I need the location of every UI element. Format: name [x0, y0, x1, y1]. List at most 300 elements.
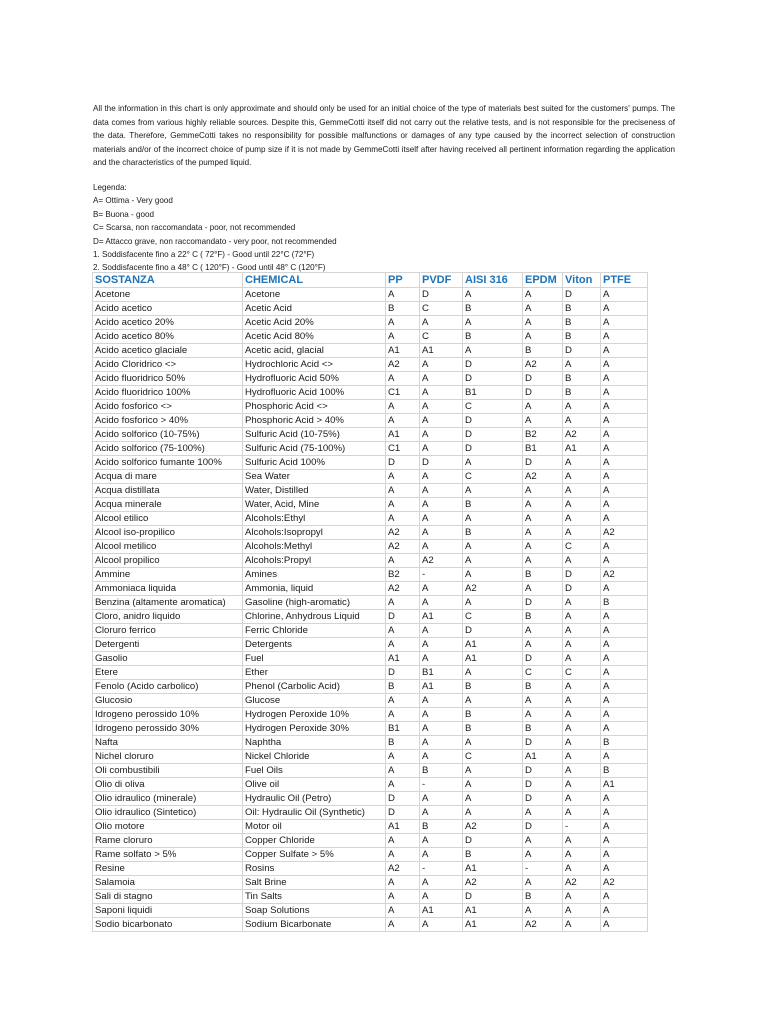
pp-cell: A: [386, 596, 420, 610]
aisi-316-cell: B1: [463, 386, 523, 400]
pp-cell: A2: [386, 862, 420, 876]
table-row: [93, 358, 648, 372]
viton-cell: A: [563, 610, 601, 624]
viton-cell: B: [563, 330, 601, 344]
chemical-cell: Nickel Chloride: [243, 750, 386, 764]
epdm-cell: A2: [523, 358, 563, 372]
pp-cell: D: [386, 806, 420, 820]
ptfe-cell: A: [601, 498, 648, 512]
table-row: [93, 862, 648, 876]
ptfe-cell: A: [601, 512, 648, 526]
ptfe-cell: A1: [601, 778, 648, 792]
pp-cell: A: [386, 554, 420, 568]
ptfe-cell: A: [601, 288, 648, 302]
sostanza-cell: Nichel cloruro: [93, 750, 243, 764]
header-epdm: EPDM: [523, 273, 563, 288]
pp-cell: A2: [386, 582, 420, 596]
ptfe-cell: A: [601, 806, 648, 820]
pp-cell: D: [386, 792, 420, 806]
table-row: [93, 456, 648, 470]
pvdf-cell: A: [420, 498, 463, 512]
pvdf-cell: A: [420, 442, 463, 456]
chemical-cell: Salt Brine: [243, 876, 386, 890]
viton-cell: B: [563, 372, 601, 386]
aisi-316-cell: A: [463, 568, 523, 582]
pp-cell: A1: [386, 652, 420, 666]
sostanza-cell: Alcool propilico: [93, 554, 243, 568]
epdm-cell: B2: [523, 428, 563, 442]
epdm-cell: A: [523, 540, 563, 554]
chemical-cell: Hydrofluoric Acid 100%: [243, 386, 386, 400]
ptfe-cell: A: [601, 358, 648, 372]
epdm-cell: B: [523, 722, 563, 736]
table-row: [93, 372, 648, 386]
viton-cell: A: [563, 596, 601, 610]
chemical-cell: Phenol (Carbolic Acid): [243, 680, 386, 694]
pp-cell: D: [386, 456, 420, 470]
table-row: [93, 890, 648, 904]
epdm-cell: B: [523, 610, 563, 624]
ptfe-cell: A: [601, 442, 648, 456]
pp-cell: A2: [386, 540, 420, 554]
epdm-cell: A2: [523, 470, 563, 484]
viton-cell: A: [563, 694, 601, 708]
pp-cell: A: [386, 694, 420, 708]
ptfe-cell: A: [601, 820, 648, 834]
pp-cell: A: [386, 330, 420, 344]
ptfe-cell: A: [601, 400, 648, 414]
pp-cell: A1: [386, 820, 420, 834]
viton-cell: A: [563, 498, 601, 512]
legend-note-1: 1. Soddisfacente fino a 22° C ( 72°F) - Good until 22°C (72°F): [93, 250, 315, 260]
pvdf-cell: A: [420, 736, 463, 750]
aisi-316-cell: A: [463, 288, 523, 302]
aisi-316-cell: A: [463, 512, 523, 526]
aisi-316-cell: D: [463, 890, 523, 904]
pvdf-cell: A: [420, 848, 463, 862]
pvdf-cell: A: [420, 876, 463, 890]
legend-item-d: D= Attacco grave, non raccomandato - very poor, not recommended: [93, 236, 337, 246]
table-row: [93, 302, 648, 316]
pp-cell: A: [386, 638, 420, 652]
ptfe-cell: A: [601, 792, 648, 806]
pp-cell: A: [386, 512, 420, 526]
header-pp: PP: [386, 273, 420, 288]
ptfe-cell: A: [601, 638, 648, 652]
epdm-cell: B: [523, 890, 563, 904]
epdm-cell: A: [523, 302, 563, 316]
table-row: [93, 288, 648, 302]
pp-cell: A: [386, 764, 420, 778]
pvdf-cell: -: [420, 568, 463, 582]
sostanza-cell: Acido solforico fumante 100%: [93, 456, 243, 470]
pp-cell: A: [386, 400, 420, 414]
pvdf-cell: A2: [420, 554, 463, 568]
table-row: [93, 764, 648, 778]
viton-cell: A: [563, 722, 601, 736]
epdm-cell: B: [523, 568, 563, 582]
pp-cell: A: [386, 750, 420, 764]
viton-cell: D: [563, 568, 601, 582]
chemical-cell: Sulfuric Acid (10-75%): [243, 428, 386, 442]
pp-cell: A1: [386, 428, 420, 442]
pp-cell: D: [386, 666, 420, 680]
ptfe-cell: A: [601, 624, 648, 638]
chemical-cell: Hydrofluoric Acid 50%: [243, 372, 386, 386]
pvdf-cell: A: [420, 428, 463, 442]
aisi-316-cell: B: [463, 848, 523, 862]
ptfe-cell: A: [601, 372, 648, 386]
aisi-316-cell: B: [463, 722, 523, 736]
pvdf-cell: A: [420, 484, 463, 498]
epdm-cell: A: [523, 400, 563, 414]
ptfe-cell: A: [601, 722, 648, 736]
pvdf-cell: A: [420, 470, 463, 484]
epdm-cell: A: [523, 806, 563, 820]
pvdf-cell: A: [420, 414, 463, 428]
chemical-cell: Rosins: [243, 862, 386, 876]
chemical-cell: Water, Distilled: [243, 484, 386, 498]
ptfe-cell: A: [601, 708, 648, 722]
sostanza-cell: Cloro, anidro liquido: [93, 610, 243, 624]
pp-cell: C1: [386, 442, 420, 456]
viton-cell: C: [563, 666, 601, 680]
epdm-cell: A: [523, 288, 563, 302]
aisi-316-cell: D: [463, 372, 523, 386]
sostanza-cell: Acqua minerale: [93, 498, 243, 512]
pvdf-cell: A: [420, 512, 463, 526]
header-sostanza: SOSTANZA: [93, 273, 243, 288]
table-row: [93, 736, 648, 750]
epdm-cell: D: [523, 596, 563, 610]
aisi-316-cell: A: [463, 764, 523, 778]
epdm-cell: C: [523, 666, 563, 680]
epdm-cell: A: [523, 694, 563, 708]
pp-cell: A2: [386, 526, 420, 540]
chemical-cell: Phosphoric Acid <>: [243, 400, 386, 414]
pvdf-cell: A: [420, 806, 463, 820]
sostanza-cell: Alcool metilico: [93, 540, 243, 554]
pp-cell: A: [386, 904, 420, 918]
pp-cell: C1: [386, 386, 420, 400]
viton-cell: A: [563, 806, 601, 820]
ptfe-cell: A: [601, 344, 648, 358]
table-row: [93, 330, 648, 344]
table-row: [93, 806, 648, 820]
sostanza-cell: Acido acetico 20%: [93, 316, 243, 330]
sostanza-cell: Cloruro ferrico: [93, 624, 243, 638]
sostanza-cell: Acido solforico (10-75%): [93, 428, 243, 442]
pvdf-cell: C: [420, 302, 463, 316]
sostanza-cell: Alcool iso-propilico: [93, 526, 243, 540]
aisi-316-cell: A1: [463, 904, 523, 918]
chemical-cell: Acetic Acid: [243, 302, 386, 316]
chemical-cell: Acetic Acid 20%: [243, 316, 386, 330]
viton-cell: D: [563, 288, 601, 302]
pvdf-cell: A: [420, 638, 463, 652]
epdm-cell: B: [523, 344, 563, 358]
table-row: [93, 582, 648, 596]
ptfe-cell: A: [601, 414, 648, 428]
epdm-cell: A: [523, 582, 563, 596]
viton-cell: A: [563, 834, 601, 848]
aisi-316-cell: B: [463, 526, 523, 540]
chemical-cell: Hydrochloric Acid <>: [243, 358, 386, 372]
ptfe-cell: A: [601, 834, 648, 848]
pvdf-cell: A1: [420, 680, 463, 694]
viton-cell: A1: [563, 442, 601, 456]
chemical-cell: Ether: [243, 666, 386, 680]
table-row: [93, 554, 648, 568]
pp-cell: A: [386, 372, 420, 386]
pvdf-cell: A: [420, 372, 463, 386]
aisi-316-cell: C: [463, 400, 523, 414]
pp-cell: D: [386, 610, 420, 624]
table-row: [93, 526, 648, 540]
aisi-316-cell: C: [463, 750, 523, 764]
pp-cell: A: [386, 470, 420, 484]
viton-cell: A2: [563, 428, 601, 442]
pp-cell: A: [386, 848, 420, 862]
sostanza-cell: Sali di stagno: [93, 890, 243, 904]
pvdf-cell: A: [420, 582, 463, 596]
aisi-316-cell: A2: [463, 820, 523, 834]
table-row: [93, 568, 648, 582]
viton-cell: A: [563, 624, 601, 638]
ptfe-cell: A2: [601, 526, 648, 540]
epdm-cell: A: [523, 330, 563, 344]
chemical-cell: Fuel: [243, 652, 386, 666]
table-row: [93, 680, 648, 694]
ptfe-cell: A: [601, 918, 648, 932]
sostanza-cell: Acido fluoridrico 50%: [93, 372, 243, 386]
viton-cell: -: [563, 820, 601, 834]
sostanza-cell: Etere: [93, 666, 243, 680]
table-row: [93, 722, 648, 736]
table-row: [93, 442, 648, 456]
ptfe-cell: A: [601, 540, 648, 554]
pvdf-cell: B: [420, 820, 463, 834]
sostanza-cell: Idrogeno perossido 30%: [93, 722, 243, 736]
viton-cell: A: [563, 778, 601, 792]
ptfe-cell: A: [601, 848, 648, 862]
pp-cell: A: [386, 890, 420, 904]
epdm-cell: D: [523, 778, 563, 792]
aisi-316-cell: B: [463, 708, 523, 722]
chemical-cell: Chlorine, Anhydrous Liquid: [243, 610, 386, 624]
chemical-cell: Oil: Hydraulic Oil (Synthetic): [243, 806, 386, 820]
pvdf-cell: A: [420, 624, 463, 638]
ptfe-cell: A2: [601, 876, 648, 890]
ptfe-cell: B: [601, 596, 648, 610]
table-row: [93, 834, 648, 848]
table-row: [93, 316, 648, 330]
chemical-cell: Soap Solutions: [243, 904, 386, 918]
sostanza-cell: Salamoia: [93, 876, 243, 890]
pvdf-cell: A: [420, 750, 463, 764]
pp-cell: B: [386, 680, 420, 694]
chemical-cell: Tin Salts: [243, 890, 386, 904]
legend-note-2: 2. Soddisfacente fino a 48° C ( 120°F) - Good until 48° C (120°F): [93, 263, 326, 273]
viton-cell: A: [563, 414, 601, 428]
pp-cell: B1: [386, 722, 420, 736]
table-row: [93, 344, 648, 358]
viton-cell: D: [563, 582, 601, 596]
aisi-316-cell: D: [463, 624, 523, 638]
table-row: [93, 708, 648, 722]
pp-cell: A: [386, 708, 420, 722]
chemical-cell: Ammonia, liquid: [243, 582, 386, 596]
aisi-316-cell: D: [463, 428, 523, 442]
table-row: [93, 624, 648, 638]
ptfe-cell: A: [601, 316, 648, 330]
chemical-cell: Sodium Bicarbonate: [243, 918, 386, 932]
legend-title: Legenda:: [93, 183, 127, 192]
sostanza-cell: Acido solforico (75-100%): [93, 442, 243, 456]
ptfe-cell: A: [601, 386, 648, 400]
ptfe-cell: A: [601, 904, 648, 918]
table-row: [93, 484, 648, 498]
viton-cell: B: [563, 316, 601, 330]
sostanza-cell: Acido acetico glaciale: [93, 344, 243, 358]
ptfe-cell: A: [601, 582, 648, 596]
header-chemical: CHEMICAL: [243, 273, 386, 288]
sostanza-cell: Idrogeno perossido 10%: [93, 708, 243, 722]
chemical-cell: Phosphoric Acid > 40%: [243, 414, 386, 428]
epdm-cell: D: [523, 792, 563, 806]
sostanza-cell: Olio idraulico (Sintetico): [93, 806, 243, 820]
epdm-cell: A: [523, 708, 563, 722]
sostanza-cell: Acetone: [93, 288, 243, 302]
epdm-cell: D: [523, 652, 563, 666]
ptfe-cell: A: [601, 554, 648, 568]
chemical-cell: Sea Water: [243, 470, 386, 484]
table-row: [93, 638, 648, 652]
chemical-cell: Glucose: [243, 694, 386, 708]
table-row: [93, 652, 648, 666]
sostanza-cell: Acqua distillata: [93, 484, 243, 498]
pp-cell: A: [386, 316, 420, 330]
legend-item-a: A= Ottima - Very good: [93, 196, 173, 206]
table-row: [93, 904, 648, 918]
chemical-cell: Copper Sulfate > 5%: [243, 848, 386, 862]
pp-cell: A2: [386, 358, 420, 372]
sostanza-cell: Olio idraulico (minerale): [93, 792, 243, 806]
pvdf-cell: A: [420, 792, 463, 806]
chemical-cell: Acetone: [243, 288, 386, 302]
sostanza-cell: Detergenti: [93, 638, 243, 652]
sostanza-cell: Acido fosforico <>: [93, 400, 243, 414]
viton-cell: A: [563, 918, 601, 932]
viton-cell: A: [563, 792, 601, 806]
header-pvdf: PVDF: [420, 273, 463, 288]
epdm-cell: D: [523, 372, 563, 386]
table-row: [93, 666, 648, 680]
pp-cell: A: [386, 624, 420, 638]
viton-cell: A: [563, 358, 601, 372]
viton-cell: A: [563, 904, 601, 918]
table-row: [93, 792, 648, 806]
epdm-cell: A: [523, 498, 563, 512]
epdm-cell: A: [523, 624, 563, 638]
chemical-cell: Naphtha: [243, 736, 386, 750]
pvdf-cell: A: [420, 386, 463, 400]
epdm-cell: D: [523, 820, 563, 834]
aisi-316-cell: B: [463, 302, 523, 316]
ptfe-cell: A: [601, 652, 648, 666]
table-row: [93, 750, 648, 764]
table-row: [93, 414, 648, 428]
aisi-316-cell: A2: [463, 582, 523, 596]
table-row: [93, 778, 648, 792]
viton-cell: A: [563, 652, 601, 666]
viton-cell: A: [563, 764, 601, 778]
sostanza-cell: Saponi liquidi: [93, 904, 243, 918]
epdm-cell: A2: [523, 918, 563, 932]
pp-cell: A: [386, 498, 420, 512]
aisi-316-cell: A: [463, 484, 523, 498]
table-row: [93, 694, 648, 708]
pp-cell: A: [386, 918, 420, 932]
pvdf-cell: A: [420, 596, 463, 610]
epdm-cell: A: [523, 526, 563, 540]
epdm-cell: A: [523, 414, 563, 428]
viton-cell: A2: [563, 876, 601, 890]
header-aisi-316: AISI 316: [463, 273, 523, 288]
sostanza-cell: Rame solfato > 5%: [93, 848, 243, 862]
epdm-cell: B1: [523, 442, 563, 456]
pp-cell: A1: [386, 344, 420, 358]
pvdf-cell: A: [420, 918, 463, 932]
table-row: [93, 848, 648, 862]
table-row: [93, 428, 648, 442]
sostanza-cell: Alcool etilico: [93, 512, 243, 526]
aisi-316-cell: A1: [463, 862, 523, 876]
epdm-cell: -: [523, 862, 563, 876]
chemical-cell: Fuel Oils: [243, 764, 386, 778]
ptfe-cell: A: [601, 610, 648, 624]
ptfe-cell: A: [601, 666, 648, 680]
chemical-cell: Hydraulic Oil (Petro): [243, 792, 386, 806]
sostanza-cell: Acido fluoridrico 100%: [93, 386, 243, 400]
viton-cell: A: [563, 680, 601, 694]
pvdf-cell: A1: [420, 610, 463, 624]
disclaimer-paragraph: All the information in this chart is only approximate and should only be used for an initial choice of the type of materials best suited for the customers' pumps. The data comes from various highly reliable sources. Despite this, GemmeCotti itself did not carry out the relative tests, and is not responsible for the preciseness of the data. Therefore, GemmeCotti takes no responsibility for possible malfunctions or damages of any type caused by the incorrect selection of construction materials and/or of the incorrect choice of pump size if it is not made by GemmeCotti itself after having received all pertinent information regarding the application and the characteristics of the pumped liquid.: [93, 104, 675, 168]
pp-cell: A: [386, 288, 420, 302]
pvdf-cell: B: [420, 764, 463, 778]
aisi-316-cell: A1: [463, 652, 523, 666]
pp-cell: A: [386, 876, 420, 890]
chemical-cell: Olive oil: [243, 778, 386, 792]
viton-cell: A: [563, 470, 601, 484]
pvdf-cell: B1: [420, 666, 463, 680]
sostanza-cell: Benzina (altamente aromatica): [93, 596, 243, 610]
aisi-316-cell: D: [463, 442, 523, 456]
chemical-cell: Acetic Acid 80%: [243, 330, 386, 344]
ptfe-cell: A: [601, 428, 648, 442]
chemical-cell: Detergents: [243, 638, 386, 652]
aisi-316-cell: D: [463, 834, 523, 848]
aisi-316-cell: A: [463, 666, 523, 680]
legend: [93, 181, 513, 275]
pvdf-cell: A: [420, 708, 463, 722]
pp-cell: A: [386, 414, 420, 428]
viton-cell: A: [563, 848, 601, 862]
chemical-cell: Hydrogen Peroxide 30%: [243, 722, 386, 736]
viton-cell: A: [563, 400, 601, 414]
aisi-316-cell: D: [463, 358, 523, 372]
chemical-cell: Gasoline (high-aromatic): [243, 596, 386, 610]
